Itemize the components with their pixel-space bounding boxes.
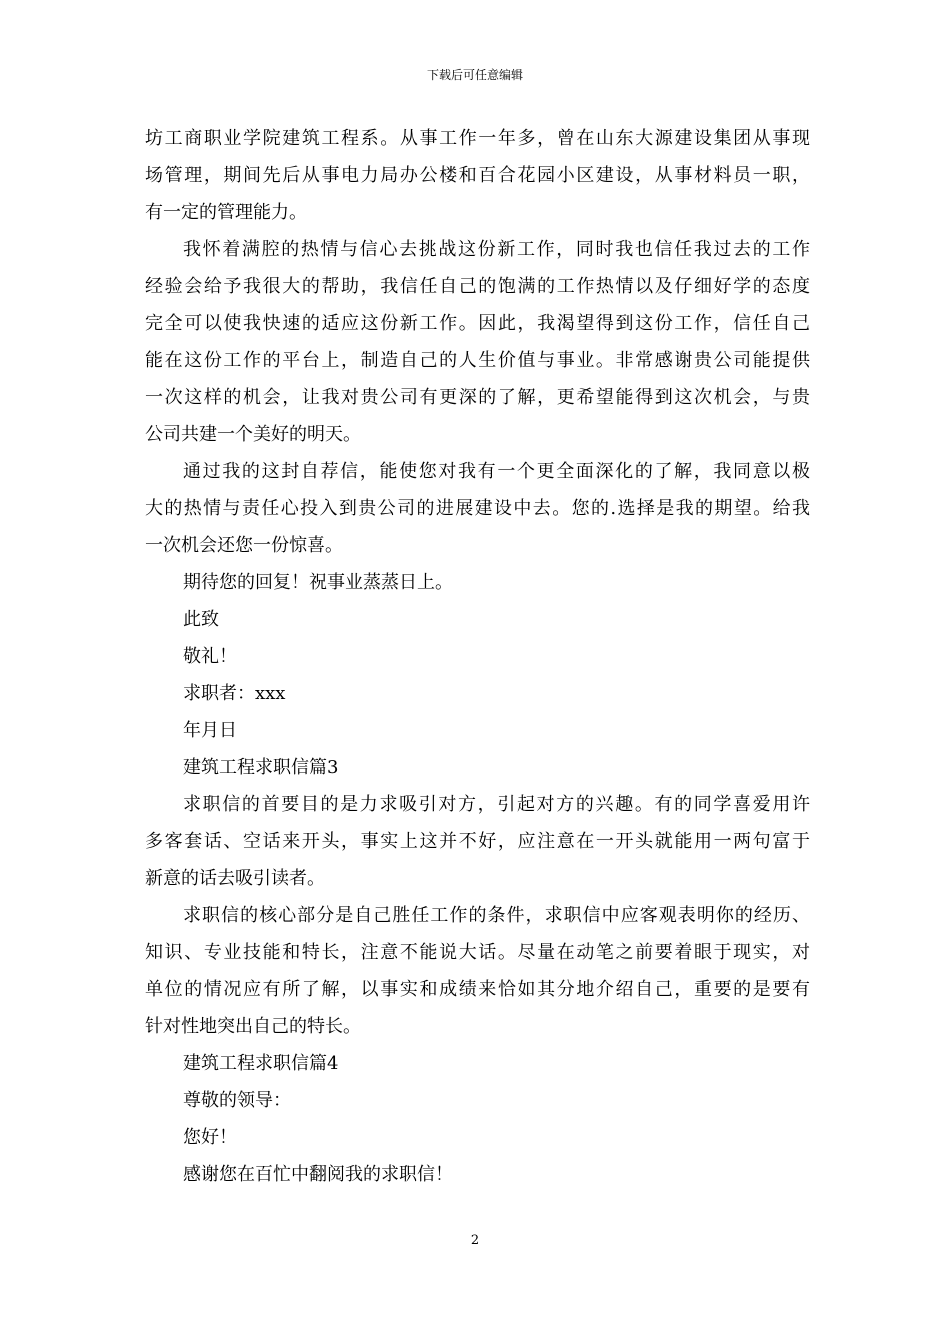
text-line: 期待您的回复！祝事业蒸蒸日上。 (183, 572, 453, 593)
text-line: 能在这份工作的平台上，制造自己的人生价值与事业。非常感谢贵公司能提供 (145, 350, 810, 371)
text-line: 通过我的这封自荐信，能使您对我有一个更全面深化的了解，我同意以极 (183, 461, 810, 482)
document-body (145, 120, 810, 1193)
text-line: 新意的话去吸引读者。 (145, 868, 325, 889)
text-line: 公司共建一个美好的明天。 (145, 424, 361, 445)
text-line: 单位的情况应有所了解，以事实和成绩来恰如其分地介绍自己，重要的是要有 (145, 979, 810, 1000)
text-line: 您好！ (183, 1127, 237, 1148)
text-line: 建筑工程求职信篇3 (183, 757, 339, 778)
text-line: 多客套话、空话来开头，事实上这并不好，应注意在一开头就能用一两句富于 (145, 831, 810, 852)
text-line: 知识、专业技能和特长，注意不能说大话。尽量在动笔之前要着眼于现实，对 (145, 942, 810, 963)
text-line: 场管理，期间先后从事电力局办公楼和百合花园小区建设，从事材料员一职， (145, 165, 810, 186)
text-line: 求职信的首要目的是力求吸引对方，引起对方的兴趣。有的同学喜爱用许 (183, 794, 810, 815)
text-line: 敬礼！ (183, 646, 237, 667)
text-line: 建筑工程求职信篇4 (183, 1053, 339, 1074)
text-line: 有一定的管理能力。 (145, 202, 307, 223)
page-header: 下载后可任意编辑 (426, 68, 523, 82)
text-line: 大的热情与责任心投入到贵公司的进展建设中去。您的.选择是我的期望。给我 (145, 498, 810, 519)
text-line: 感谢您在百忙中翻阅我的求职信！ (183, 1164, 453, 1185)
text-line: 求职者：xxx (183, 683, 286, 704)
page-number: 2 (470, 1233, 480, 1248)
text-line: 年月日 (183, 720, 237, 741)
text-line: 尊敬的领导： (183, 1090, 291, 1111)
text-line: 经验会给予我很大的帮助，我信任自己的饱满的工作热情以及仔细好学的态度 (145, 276, 810, 297)
text-line: 针对性地突出自己的特长。 (145, 1016, 361, 1037)
text-line: 完全可以使我快速的适应这份新工作。因此，我渴望得到这份工作，信任自己 (145, 313, 810, 334)
text-line: 求职信的核心部分是自己胜任工作的条件，求职信中应客观表明你的经历、 (183, 905, 810, 926)
text-line: 坊工商职业学院建筑工程系。从事工作一年多，曾在山东大源建设集团从事现 (145, 128, 810, 149)
text-line: 我怀着满腔的热情与信心去挑战这份新工作，同时我也信任我过去的工作 (183, 239, 810, 260)
text-line: 一次机会还您一份惊喜。 (145, 535, 343, 556)
text-line: 此致 (183, 609, 219, 630)
text-line: 一次这样的机会，让我对贵公司有更深的了解，更希望能得到这次机会，与贵 (145, 387, 810, 408)
